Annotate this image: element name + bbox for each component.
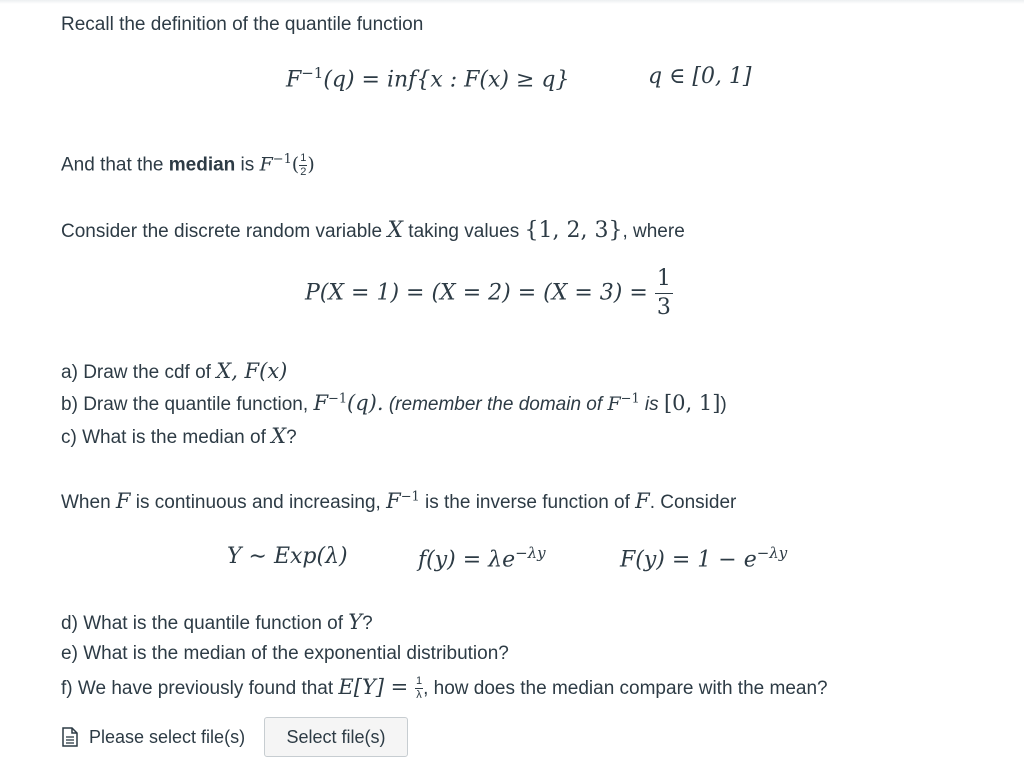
exp-pdf: $f(y) = \lambda e^{-\lambda y}$	[418, 544, 546, 573]
question-a: a) Draw the cdf of X, F(x)	[61, 359, 288, 383]
median-definition: And that the median is $F^{-1}$( $\frac{1}{2}$ )	[61, 151, 315, 178]
quantile-domain: q ∈ [0, 1]	[648, 64, 752, 89]
top-border	[0, 0, 1024, 4]
question-d: d) What is the quantile function of Y?	[61, 610, 373, 634]
exp-distribution: Y ∼ Exp(λ)	[227, 544, 348, 569]
exp-cdf: $F(y) = 1 - e^{-\lambda y}$	[620, 544, 788, 573]
document-icon	[61, 727, 79, 747]
continuous-text: When F is continuous and increasing, $F^{-1}$ is the inverse function of F. Consider	[61, 489, 737, 513]
probability-equation: P(X = 1) = (X = 2) = (X = 3) = $\frac{1}{3}$	[305, 266, 671, 320]
upload-label: Please select file(s)	[89, 726, 246, 747]
quantile-definition-equation: $F^{-1}(q) = inf\{x$ : F(x) ≥ q}	[286, 64, 570, 93]
question-e: e) What is the median of the exponential distribution?	[61, 643, 509, 664]
discrete-variable-text: Consider the discrete random variable X taking values {1, 2, 3}, where	[61, 218, 685, 243]
select-files-button[interactable]: Select file(s)	[264, 717, 408, 757]
question-b: b) Draw the quantile function, $F^{-1}(q)$. (remember the domain of $F^{-1}$ is [0, 1])	[61, 391, 727, 415]
intro-text: Recall the definition of the quantile function	[61, 14, 424, 35]
file-upload-area	[61, 717, 245, 757]
question-c: c) What is the median of X?	[61, 424, 297, 448]
question-f: f) We have previously found that E[Y] = $\frac{1}{\lambda}$ , how does the median compare with the mean?	[61, 675, 828, 702]
